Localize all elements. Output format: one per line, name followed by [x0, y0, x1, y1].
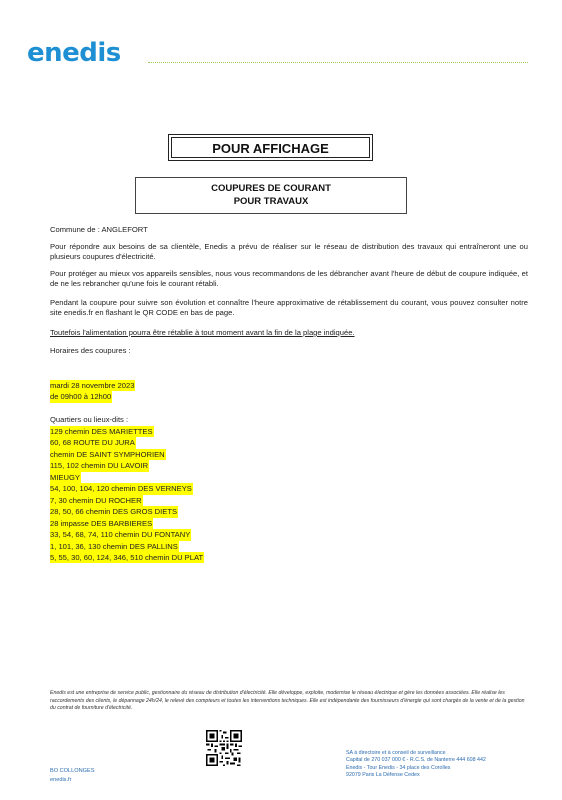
enedis-logo-text: enedis — [27, 40, 121, 64]
location-item: 60, 68 ROUTE DU JURA — [50, 438, 135, 448]
locations-list — [50, 426, 204, 563]
footer-legal-2: Capital de 270 037 000 € - R.C.S. de Nanterre 444 608 442 — [346, 757, 486, 764]
subtitle-box — [135, 177, 407, 214]
location-item: 54, 100, 104, 120 chemin DES VERNEYS — [50, 484, 192, 494]
restore-notice: Toutefois l'alimentation pourra être rétablie à tout moment avant la fin de la plage indiquée. — [50, 328, 355, 337]
title-box — [168, 134, 373, 161]
subtitle-line-1: COUPURES DE COURANT — [211, 183, 331, 194]
schedule-block — [50, 380, 135, 403]
intro-paragraph: Pour répondre aux besoins de sa clientèle, Enedis a prévu de réaliser sur le réseau de distribution des travaux qui entraîneront une ou plusieurs coupures d'électricité. — [50, 242, 528, 262]
subtitle-line-2: POUR TRAVAUX — [233, 196, 309, 207]
locations-label: Quartiers ou lieux-dits : — [50, 415, 129, 424]
location-item: 28, 50, 66 chemin DES GROS DIETS — [50, 507, 178, 517]
location-item: chemin DE SAINT SYMPHORIEN — [50, 449, 165, 459]
location-item: 7, 30 chemin DU ROCHER — [50, 495, 142, 505]
location-item: 129 chemin DES MARIETTES — [50, 427, 153, 436]
footer-legal-1: SA à directoire et à conseil de surveillance — [346, 750, 446, 756]
footer-address-2: 92079 Paris La Défense Cedex — [346, 771, 420, 778]
footer-left — [50, 767, 94, 784]
footer-right — [346, 750, 486, 779]
schedule-date: mardi 28 novembre 2023 — [50, 381, 135, 390]
page-title: POUR AFFICHAGE — [171, 137, 370, 158]
location-item: 28 impasse DES BARBIERES — [50, 518, 153, 528]
location-item: MIEUGY — [50, 472, 80, 482]
location-item: 1, 101, 36, 130 chemin DES PALLINS — [50, 541, 178, 551]
qr-code[interactable] — [206, 730, 242, 766]
footer-office: BO COLLONGES — [50, 768, 95, 774]
header-divider — [148, 62, 528, 63]
footer-website-link[interactable]: enedis.fr — [50, 776, 72, 783]
location-item: 33, 54, 68, 74, 110 chemin DU FONTANY — [50, 530, 191, 540]
location-item: 115, 102 chemin DU LAVOIR — [50, 461, 149, 471]
commune-label: Commune de : ANGLEFORT — [50, 225, 148, 234]
qr-paragraph: Pendant la coupure pour suivre son évolution et connaître l'heure approximative de rétablissement du courant, vous pouvez consulter notre site enedis.fr en flashant le QR CODE en bas de page. — [50, 298, 528, 318]
schedule-time: de 09h00 à 12h00 — [50, 392, 112, 402]
advice-paragraph: Pour protéger au mieux vos appareils sensibles, nous vous recommandons de les débrancher avant l'heure de début de coupure indiquée, et de ne les rebrancher qu'une fois le courant rétabli. — [50, 269, 528, 289]
location-item: 5, 55, 30, 60, 124, 346, 510 chemin DU PLAT — [50, 552, 204, 562]
footer-address-1: Enedis - Tour Enedis - 34 place des Corolles — [346, 764, 451, 771]
schedule-label: Horaires des coupures : — [50, 346, 131, 355]
enedis-logo — [27, 40, 145, 64]
footer-disclaimer: Enedis est une entreprise de service public, gestionnaire du réseau de distribution d'électricité. Elle développe, exploite, modernise le réseau électrique et gère les données associées. Elle réalise les raccordements des clients, le dépannage 24h/24, le relevé des compteurs et toutes les interventions techniques. Elle est indépendante des fournisseurs d'énergie qui sont chargés de la vente et de la gestion du contrat de fourniture d'électricité. — [50, 690, 525, 711]
